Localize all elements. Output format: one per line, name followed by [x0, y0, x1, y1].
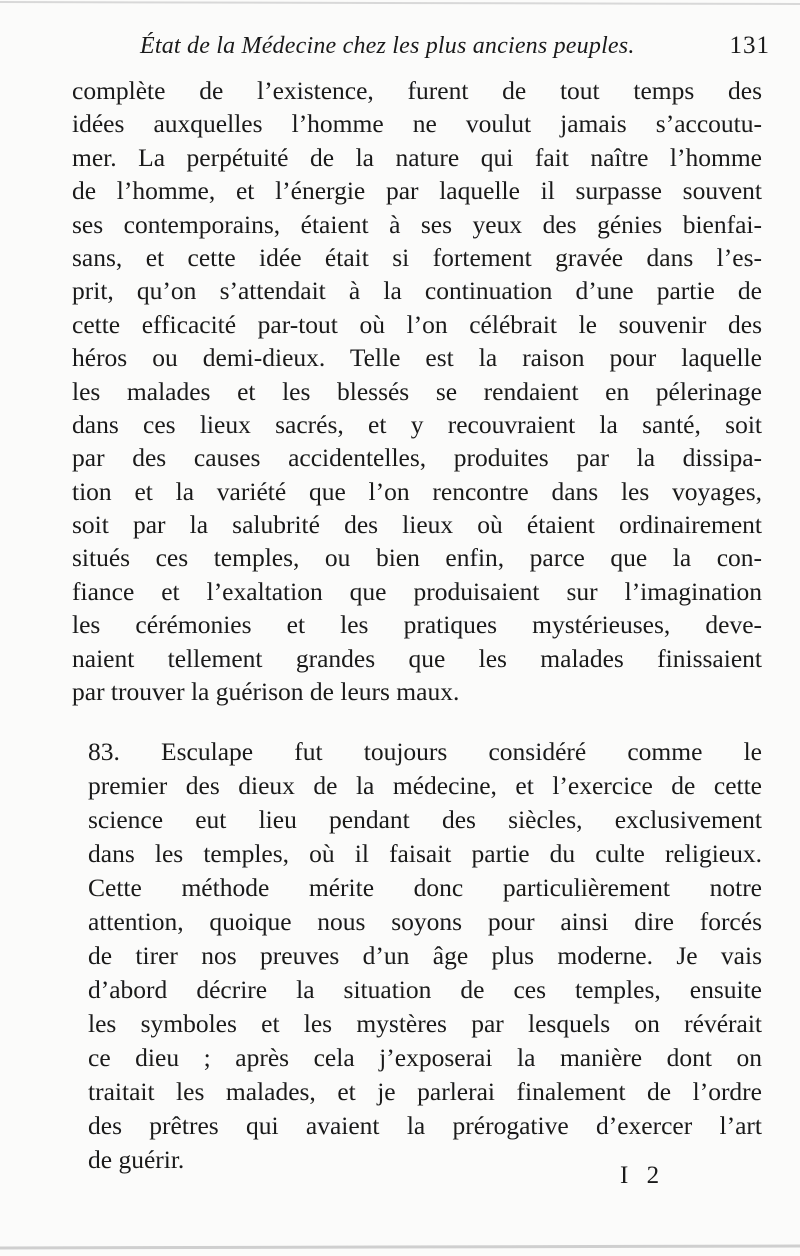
paragraph-2-line: ce dieu ; après cela j’exposerai la manière dont on	[88, 1043, 762, 1072]
paragraph-1-line: idées auxquelles l’homme ne voulut jamais s’accoutu-	[72, 109, 762, 139]
paragraph-1-line: tion et la variété que l’on rencontre dans les voyages,	[72, 476, 762, 506]
paragraph-1-line: mer. La perpétuité de la nature qui fait naître l’homme	[72, 142, 762, 172]
page-number: 131	[729, 32, 770, 59]
paragraph-1-line: prit, qu’on s’attendait à la continuation d’une partie de	[72, 276, 762, 306]
running-header	[140, 32, 770, 60]
paragraph-2-line: premier des dieux de la médecine, et l’exercice de cette	[88, 771, 762, 800]
paragraph-1-line: par des causes accidentelles, produites par la dissipa-	[72, 443, 762, 473]
paragraph-1-line: dans ces lieux sacrés, et y recouvraient la santé, soit	[72, 409, 762, 439]
paragraph-1-line: soit par la salubrité des lieux où étaient ordinairement	[72, 510, 762, 540]
paragraph-2-line: dans les temples, où il faisait partie du culte religieux.	[88, 839, 762, 868]
paragraph-1-line: les cérémonies et les pratiques mystérieuses, deve-	[72, 610, 762, 640]
paragraph-2-line: attention, quoique nous soyons pour ainsi dire forcés	[88, 907, 762, 936]
paragraph-2-line: science eut lieu pendant des siècles, exclusivement	[88, 805, 762, 834]
paragraph-2	[88, 735, 762, 1177]
paragraph-2-line: Cette méthode mérite donc particulièrement notre	[88, 873, 762, 902]
paragraph-1	[72, 74, 762, 708]
paragraph-1-line: les malades et les blessés se rendaient en pélerinage	[72, 376, 762, 406]
paragraph-1-line: fiance et l’exaltation que produisaient sur l’imagination	[72, 576, 762, 606]
paragraph-2-line: des prêtres qui avaient la prérogative d’exercer l’art	[88, 1111, 762, 1140]
paragraph-1-line: naient tellement grandes que les malades finissaient	[72, 643, 762, 673]
paragraph-1-line: sans, et cette idée était si fortement gravée dans l’es-	[72, 242, 762, 272]
paragraph-1-line: héros ou demi-dieux. Telle est la raison pour laquelle	[72, 343, 762, 373]
running-title: État de la Médecine chez les plus anciens peuples.	[140, 33, 635, 59]
paragraph-1-line: ses contemporains, étaient à ses yeux des génies bienfai-	[72, 209, 762, 239]
paragraph-2-line: d’abord décrire la situation de ces temples, ensuite	[88, 975, 762, 1004]
paragraph-2-line: de tirer nos preuves d’un âge plus moderne. Je vais	[88, 941, 762, 970]
paragraph-2-line: 83. Esculape fut toujours considéré comme le	[88, 737, 762, 766]
paragraph-2-line: traitait les malades, et je parlerai finalement de l’ordre	[88, 1077, 762, 1106]
paragraph-1-line: cette efficacité par-tout où l’on célébrait le souvenir des	[72, 309, 762, 339]
paragraph-1-line: de l’homme, et l’énergie par laquelle il surpasse souvent	[72, 176, 762, 206]
paragraph-2-line: de guérir.	[88, 1145, 185, 1174]
paragraph-1-line: complète de l’existence, furent de tout temps des	[72, 76, 762, 105]
paragraph-2-line: les symboles et les mystères par lesquels on révérait	[88, 1009, 762, 1038]
paragraph-1-line: situés ces temples, ou bien enfin, parce que la con-	[72, 543, 762, 573]
signature-mark: I 2	[620, 1162, 666, 1189]
paragraph-1-line: par trouver la guérison de leurs maux.	[72, 677, 460, 707]
